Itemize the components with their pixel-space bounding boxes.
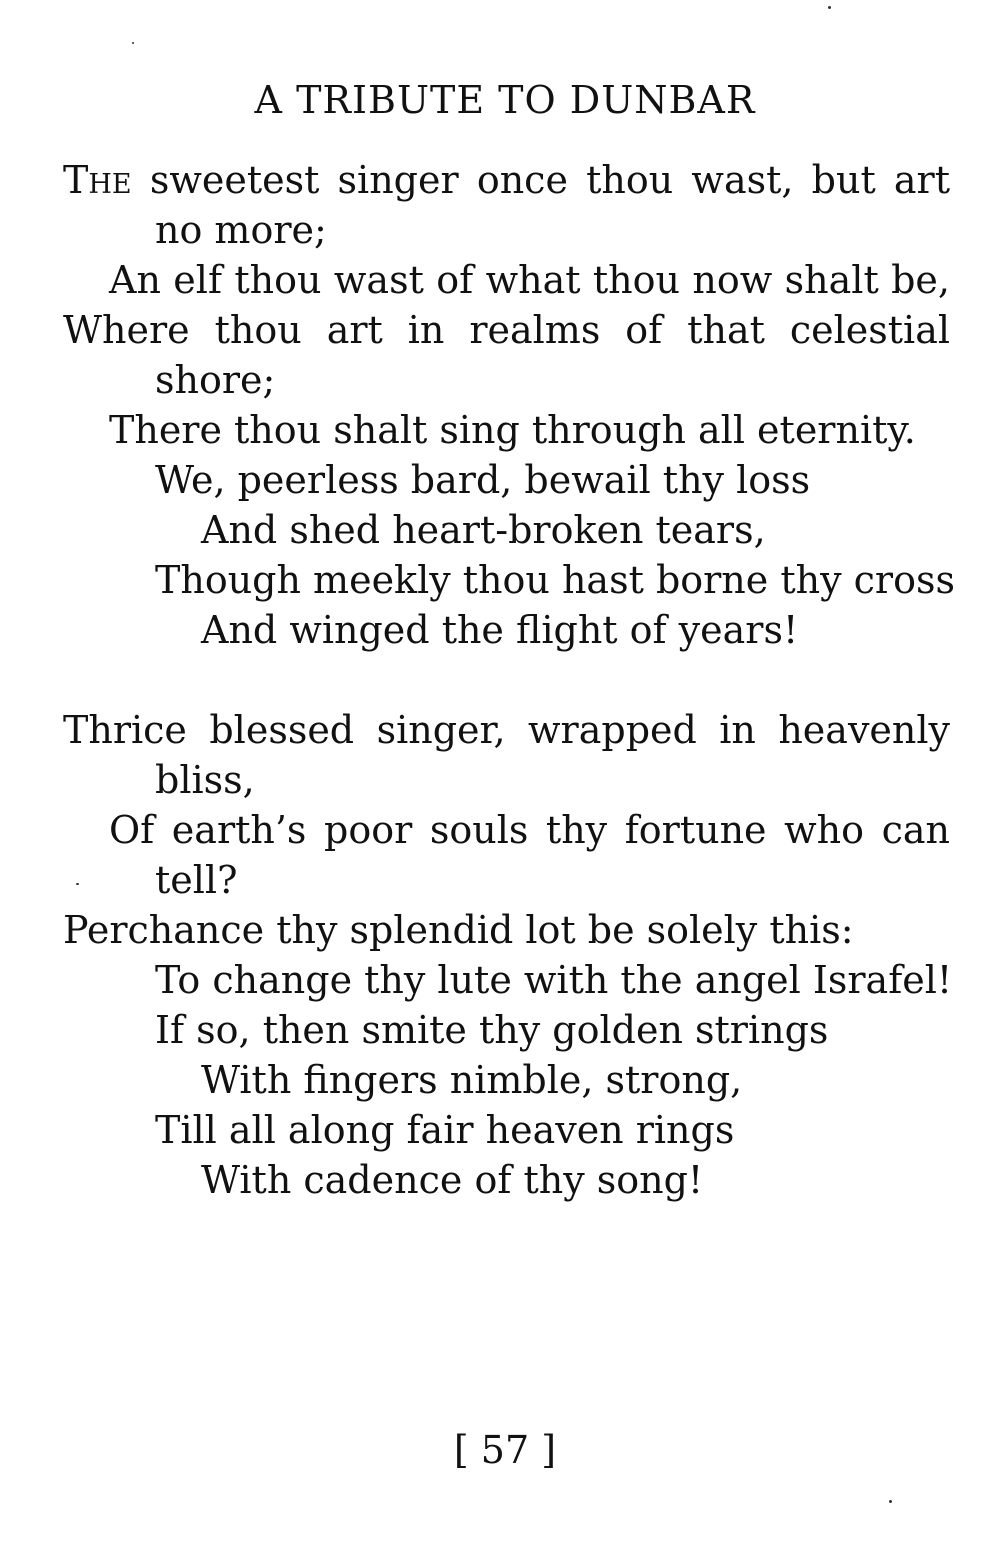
poem-line: We, peerless bard, bewail thy loss: [155, 458, 811, 502]
poem-line: If so, then smite thy golden strings: [155, 1008, 829, 1052]
poem-line-continuation: no more;: [155, 208, 327, 252]
poem-line-continuation: tell?: [155, 858, 238, 902]
ink-speck: [889, 1500, 892, 1503]
poem-title: A TRIBUTE TO DUNBAR: [254, 78, 756, 122]
poem-line: Where thou art in realms of that celestial: [63, 308, 950, 352]
poem-line: Till all along fair heaven rings: [155, 1108, 735, 1152]
poem-line: And winged the flight of years!: [201, 608, 799, 652]
poem-line: Though meekly thou hast borne thy cross: [155, 558, 955, 602]
page-number: [ 57 ]: [453, 1428, 557, 1472]
ink-speck: [828, 6, 831, 9]
poem-line: [63, 155, 950, 205]
ink-speck: [76, 883, 79, 885]
poem-line: To change thy lute with the angel Israfel!: [155, 958, 953, 1002]
ink-speck: [132, 42, 134, 44]
poem-line: An elf thou wast of what thou now shalt be,: [109, 258, 950, 302]
poem-line: There thou shalt sing through all eternity.: [109, 408, 916, 452]
poem-line: And shed heart-broken tears,: [201, 508, 766, 552]
poem-line-continuation: bliss,: [155, 758, 255, 802]
poem-line-continuation: shore;: [155, 358, 276, 402]
drop-word: The: [63, 158, 132, 202]
line-text: sweetest singer once thou wast, but art: [149, 158, 950, 202]
poem-line: With fingers nimble, strong,: [201, 1058, 743, 1102]
poem-line: Of earth’s poor souls thy fortune who can: [109, 808, 950, 852]
poem-line: Perchance thy splendid lot be solely this:: [63, 908, 854, 952]
poem-line: Thrice blessed singer, wrapped in heavenly: [63, 708, 950, 752]
poem-line: With cadence of thy song!: [201, 1158, 704, 1202]
